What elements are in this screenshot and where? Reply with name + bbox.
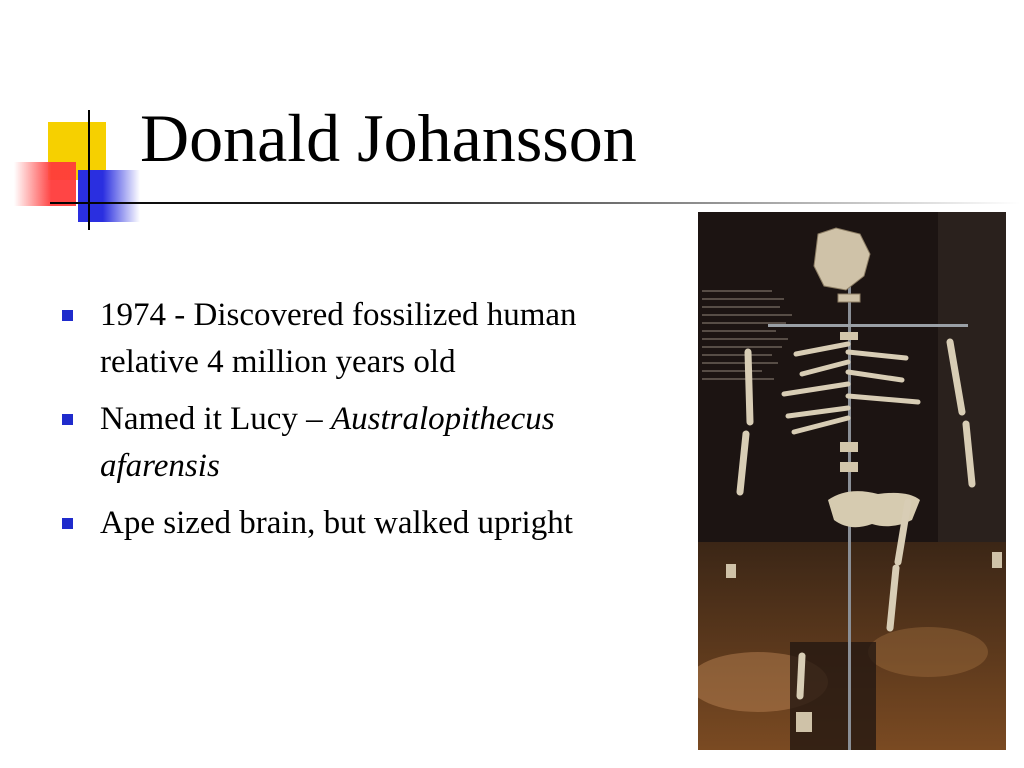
bullet-item (62, 500, 642, 547)
title-underline (50, 202, 1020, 204)
title-decoration (0, 100, 150, 240)
vertical-rule (88, 110, 90, 230)
slide-title: Donald Johansson (140, 100, 637, 176)
bullet-text: Ape sized brain, but walked upright (100, 505, 573, 541)
skeleton-illustration (698, 212, 1006, 750)
bullet-text: 1974 - Discovered fossilized human relative 4 million years old (100, 297, 577, 380)
red-square (14, 162, 76, 206)
bullet-item (62, 396, 642, 490)
square-bullet-icon (62, 414, 73, 425)
bullet-list (62, 292, 642, 557)
square-bullet-icon (62, 310, 73, 321)
square-bullet-icon (62, 518, 73, 529)
species-name: Australopithecus afarensis (100, 401, 555, 484)
bullet-item (62, 292, 642, 386)
lucy-skeleton-photo (698, 212, 1006, 750)
bullet-text: Named it Lucy – (100, 401, 331, 437)
